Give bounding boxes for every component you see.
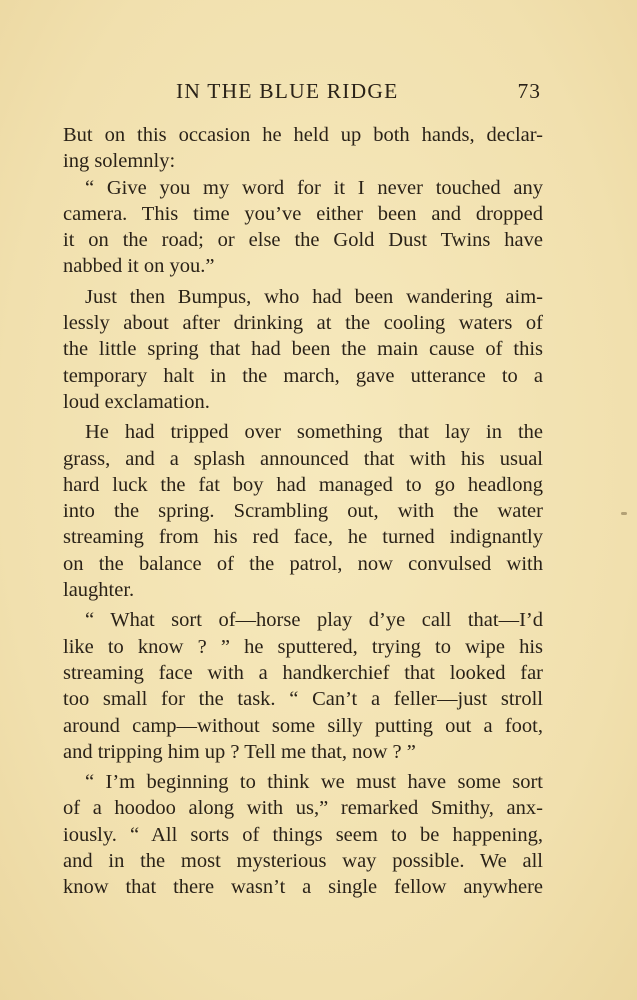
text-line: of a hoodoo along with us,” remarked Smithy, anx- [63,797,543,820]
text-line: Just then Bumpus, who had been wandering aim- [85,285,543,308]
text-line: grass, and a splash announced that with his usual [63,447,543,470]
text-line: the little spring that had been the main cause of this [63,338,543,361]
text-line: too small for the task. “ Can’t a feller—just stroll [63,688,543,711]
text-line: and tripping him up ? Tell me that, now ? ” [63,740,416,763]
text-line: iously. “ All sorts of things seem to be happening, [63,823,543,846]
text-line: camera. This time you’ve either been and dropped [63,202,543,225]
text-line: know that there wasn’t a single fellow anywhere [63,876,543,899]
text-line: and in the most mysterious way possible. We all [63,850,543,873]
text-line: “ What sort of—horse play d’ye call that—I’d [85,609,543,632]
text-line: around camp—without some silly putting out a foot, [63,714,543,737]
text-line: on the balance of the patrol, now convulsed with [63,552,543,575]
text-line: laughter. [63,579,135,602]
running-head: IN THE BLUE RIDGE [176,79,399,103]
text-line: streaming face with a handkerchief that looked far [63,661,543,684]
text-line: loud exclamation. [63,390,210,413]
text-line: lessly about after drinking at the cooling waters of [63,312,543,335]
text-line: He had tripped over something that lay in the [85,421,543,444]
text-line: hard luck the fat boy had managed to go headlong [63,473,543,496]
text-line: But on this occasion he held up both hands, declar- [63,124,543,146]
paper-blemish [621,512,627,515]
page-header [63,79,543,105]
body-text [63,122,543,901]
text-line: “ I’m beginning to think we must have some sort [85,771,543,794]
text-line: it on the road; or else the Gold Dust Twins have [63,229,543,252]
text-line: nabbed it on you.” [63,255,215,278]
text-line: into the spring. Scrambling out, with the water [63,500,543,523]
text-line: ing solemnly: [63,150,176,173]
text-line: temporary halt in the march, gave utterance to a [63,364,543,387]
text-line: like to know ? ” he sputtered, trying to wipe his [63,635,543,658]
text-line: “ Give you my word for it I never touched any [85,176,543,199]
text-line: streaming from his red face, he turned indignantly [63,526,543,549]
page-number: 73 [517,79,541,103]
